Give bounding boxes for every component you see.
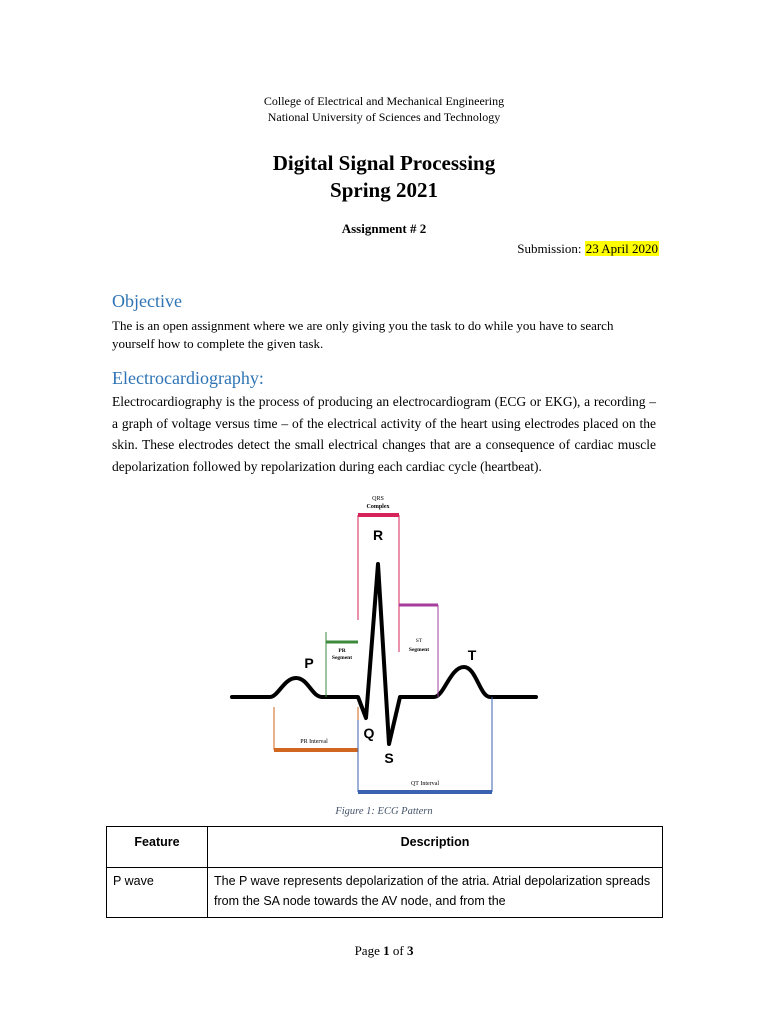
electrocardiography-text: Electrocardiography is the process of producing an electrocardiogram (ECG or EKG), a recording – a graph of voltage versus time – of the electrical activity of the heart using electrodes placed on the skin. These electrodes detect the small electrical changes that are a consequence of cardiac muscle depolarization followed by repolarization during each cardiac cycle (heartbeat). — [112, 394, 656, 474]
of-label: of — [392, 943, 404, 958]
label-s: S — [384, 750, 394, 766]
feature-table — [106, 826, 663, 918]
column-header-description: Description — [208, 827, 663, 868]
college-name: College of Electrical and Mechanical Engineering — [263, 94, 505, 108]
label-t: T — [467, 647, 477, 663]
table-row — [107, 868, 663, 918]
column-header-feature: Feature — [107, 827, 208, 868]
electrocardiography-heading: Electrocardiography: — [112, 368, 264, 388]
document-title — [0, 150, 768, 204]
qt-interval-label: QT Interval — [410, 781, 440, 787]
page-number: 1 — [383, 943, 390, 958]
page-footer — [0, 943, 768, 959]
semester: Spring 2021 — [330, 178, 438, 202]
pr-interval-label: PR Interval — [300, 739, 328, 745]
qrs-label-line2: Complex — [366, 504, 390, 510]
qrs-label-line1: QRS — [372, 496, 384, 502]
university-name: National University of Sciences and Technology — [267, 110, 501, 124]
pr-segment-label-line2: Segment — [331, 655, 353, 661]
course-title: Digital Signal Processing — [272, 151, 496, 175]
submission-date: 23 April 2020 — [585, 241, 658, 256]
objective-text: The is an open assignment where we are only giving you the task to do while you have to search yourself how to complete the given task. — [112, 318, 614, 351]
ecg-waveform — [232, 564, 536, 744]
assignment-number: Assignment # 2 — [341, 221, 427, 236]
st-segment-label-line2: Segment — [408, 647, 430, 653]
objective-heading: Objective — [112, 291, 182, 311]
description-cell: The P wave represents depolarization of the atria. Atrial depolarization spreads from the SA node towards the AV node, and from the — [208, 868, 663, 918]
label-r: R — [372, 527, 384, 543]
label-q: Q — [363, 725, 375, 741]
submission-line — [517, 240, 659, 258]
college-header — [0, 93, 768, 125]
st-segment-label-line1: ST — [415, 638, 423, 644]
ecg-figure — [226, 492, 542, 802]
pr-segment-label-line1: PR — [338, 648, 346, 654]
figure-caption: Figure 1: ECG Pattern — [335, 806, 433, 817]
page-total: 3 — [406, 943, 414, 958]
feature-cell: P wave — [107, 868, 208, 918]
table-header-row — [107, 827, 663, 868]
submission-label: Submission: — [517, 241, 582, 256]
page-label: Page — [354, 943, 380, 958]
label-p: P — [304, 655, 314, 671]
